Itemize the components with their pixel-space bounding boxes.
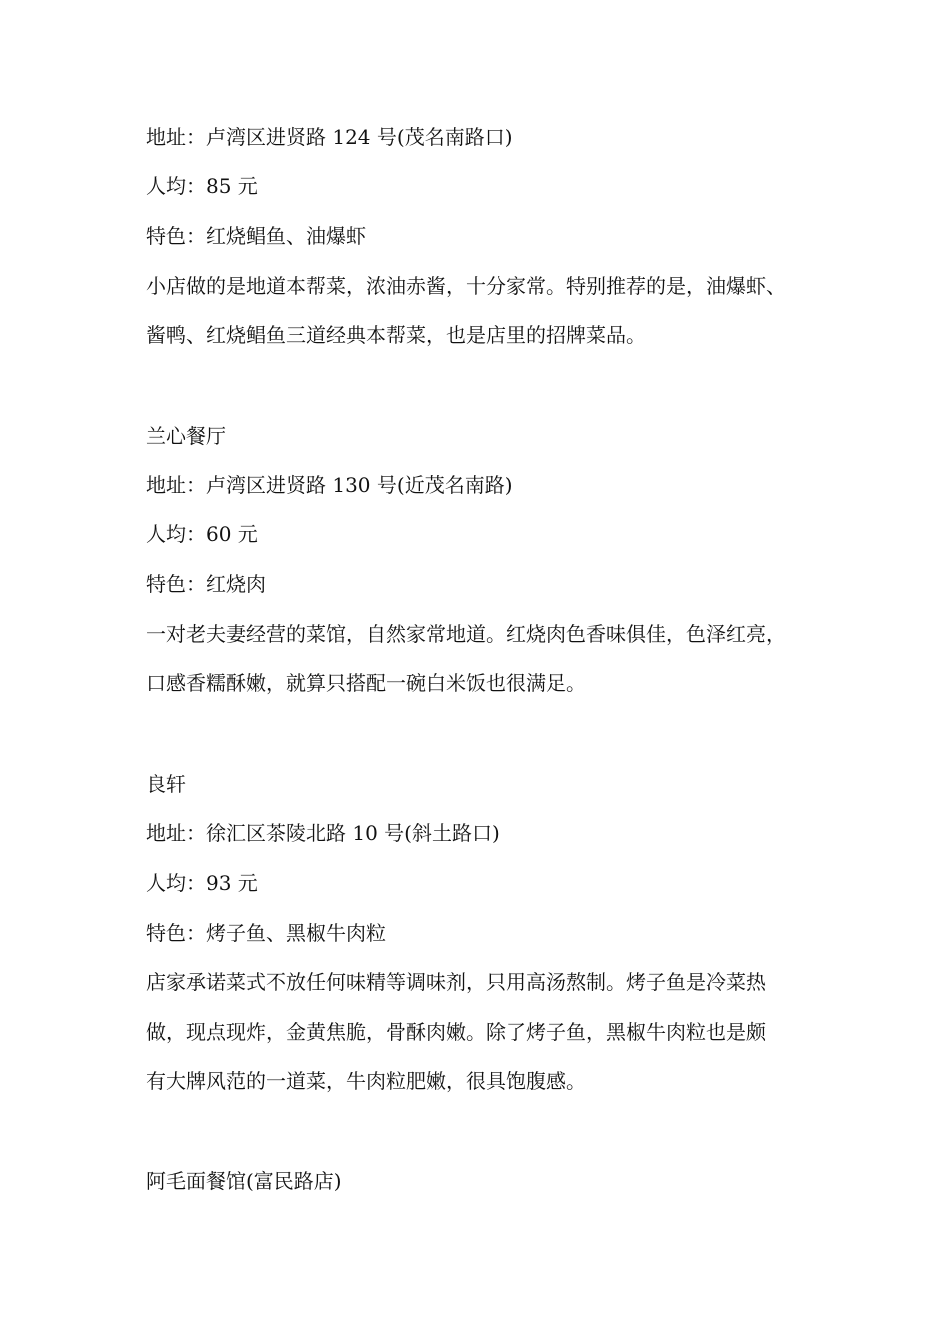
entry4-restaurant-name: 阿毛面餐馆(富民路店) xyxy=(146,1169,342,1193)
entry3-address: 地址：徐汇区茶陵北路 10 号(斜土路口) xyxy=(146,821,500,845)
entry3-description-line-1: 店家承诺菜式不放任何味精等调味剂，只用高汤熬制。烤子鱼是冷菜热 xyxy=(146,970,766,994)
entry3-restaurant-name: 良轩 xyxy=(146,772,186,796)
entry3-price: 人均：93 元 xyxy=(146,871,258,895)
entry1-specialty: 特色：红烧鲳鱼、油爆虾 xyxy=(146,224,366,248)
entry2-restaurant-name: 兰心餐厅 xyxy=(146,424,226,448)
entry2-address: 地址：卢湾区进贤路 130 号(近茂名南路) xyxy=(146,473,513,497)
entry1-address: 地址：卢湾区进贤路 124 号(茂名南路口) xyxy=(146,125,513,149)
entry1-description-line-2: 酱鸭、红烧鲳鱼三道经典本帮菜，也是店里的招牌菜品。 xyxy=(146,323,646,347)
entry3-description-line-2: 做，现点现炸，金黄焦脆，骨酥肉嫩。除了烤子鱼，黑椒牛肉粒也是颇 xyxy=(146,1020,766,1044)
entry1-price: 人均：85 元 xyxy=(146,174,258,198)
entry2-price: 人均：60 元 xyxy=(146,522,258,546)
entry2-description-line-2: 口感香糯酥嫩，就算只搭配一碗白米饭也很满足。 xyxy=(146,671,586,695)
entry2-description-line-1: 一对老夫妻经营的菜馆，自然家常地道。红烧肉色香味俱佳，色泽红亮， xyxy=(146,622,786,646)
entry3-description-line-3: 有大牌风范的一道菜，牛肉粒肥嫩，很具饱腹感。 xyxy=(146,1069,586,1093)
entry2-specialty: 特色：红烧肉 xyxy=(146,572,266,596)
entry1-description-line-1: 小店做的是地道本帮菜，浓油赤酱，十分家常。特别推荐的是，油爆虾、 xyxy=(146,274,786,298)
entry3-specialty: 特色：烤子鱼、黑椒牛肉粒 xyxy=(146,921,386,945)
